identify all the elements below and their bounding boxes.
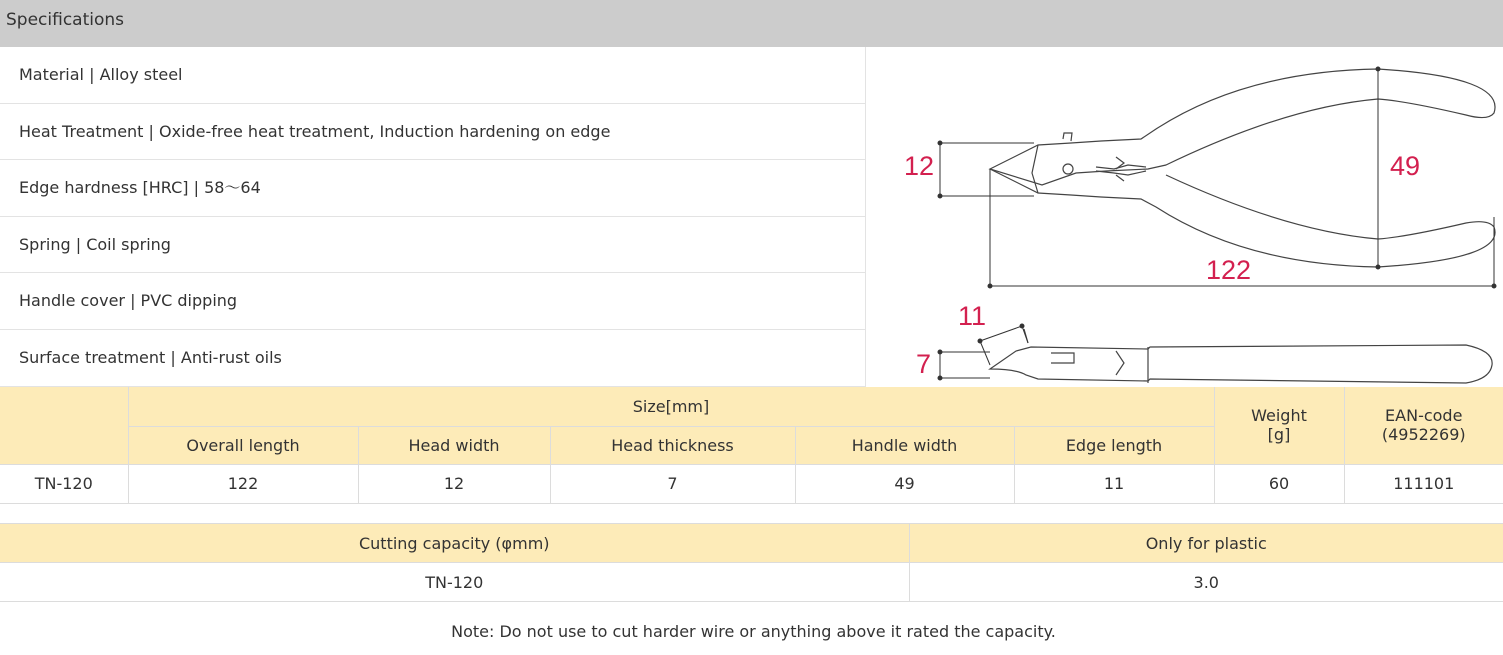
nipper-drawing — [866, 47, 1503, 387]
ean-header-label: EAN-code — [1385, 406, 1463, 426]
weight-header-unit: [g] — [1267, 425, 1291, 445]
section-title: Specifications — [0, 0, 1503, 47]
dim-label-head-width: 12 — [904, 151, 935, 181]
material-header: Only for plastic — [909, 524, 1503, 563]
capacity-table — [0, 523, 1503, 602]
weight-header-label: Weight — [1251, 406, 1307, 426]
dim-label-handle-width: 49 — [1390, 151, 1421, 181]
spec-heat-treatment: Heat Treatment | Oxide-free heat treatment, Induction hardening on edge — [0, 104, 865, 161]
cell-handle-width: 49 — [795, 464, 1014, 503]
ean-header — [1344, 387, 1503, 464]
cell-model: TN-120 — [0, 464, 128, 503]
size-table — [0, 387, 1503, 504]
col-head-thickness: Head thickness — [550, 426, 795, 464]
cell-head-thickness: 7 — [550, 464, 795, 503]
spec-material: Material | Alloy steel — [0, 47, 865, 104]
capacity-value: 3.0 — [909, 563, 1503, 602]
col-overall-length: Overall length — [128, 426, 358, 464]
ean-header-prefix: (4952269) — [1381, 425, 1466, 445]
cell-head-width: 12 — [358, 464, 550, 503]
dim-label-overall-length: 122 — [1206, 255, 1252, 285]
size-group-header: Size[mm] — [128, 387, 1214, 426]
pivot-icon — [1063, 164, 1073, 174]
col-edge-length: Edge length — [1014, 426, 1214, 464]
model-header — [0, 387, 128, 464]
dim-label-head-thickness: 7 — [916, 349, 932, 379]
capacity-model: TN-120 — [0, 563, 909, 602]
cell-edge-length: 11 — [1014, 464, 1214, 503]
dim-label-edge-length: 11 — [958, 301, 987, 331]
col-head-width: Head width — [358, 426, 550, 464]
cell-overall-length: 122 — [128, 464, 358, 503]
plier-spring-tab — [1063, 133, 1072, 141]
table-row — [0, 563, 1503, 602]
col-handle-width: Handle width — [795, 426, 1014, 464]
weight-header — [1214, 387, 1344, 464]
spec-spring: Spring | Coil spring — [0, 217, 865, 274]
spec-handle-cover: Handle cover | PVC dipping — [0, 273, 865, 330]
capacity-header: Cutting capacity (φmm) — [0, 524, 909, 563]
table-row — [0, 464, 1503, 503]
plier-top-lower-arm — [990, 169, 1495, 267]
cell-ean: 111101 — [1344, 464, 1503, 503]
spec-edge-hardness: Edge hardness [HRC] | 58～64 — [0, 160, 865, 217]
spec-surface-treatment: Surface treatment | Anti-rust oils — [19, 347, 282, 367]
plier-side-joint — [1116, 351, 1124, 375]
spec-list — [0, 47, 866, 387]
dimension-drawing — [866, 47, 1503, 387]
plier-spring-coil — [1116, 157, 1124, 181]
plier-side-head-detail — [1051, 353, 1074, 363]
usage-note: Note: Do not use to cut harder wire or anything above it rated the capacity. — [451, 622, 1056, 641]
cell-weight: 60 — [1214, 464, 1344, 503]
plier-head-outline — [1032, 145, 1038, 193]
plier-side-view — [990, 345, 1492, 383]
